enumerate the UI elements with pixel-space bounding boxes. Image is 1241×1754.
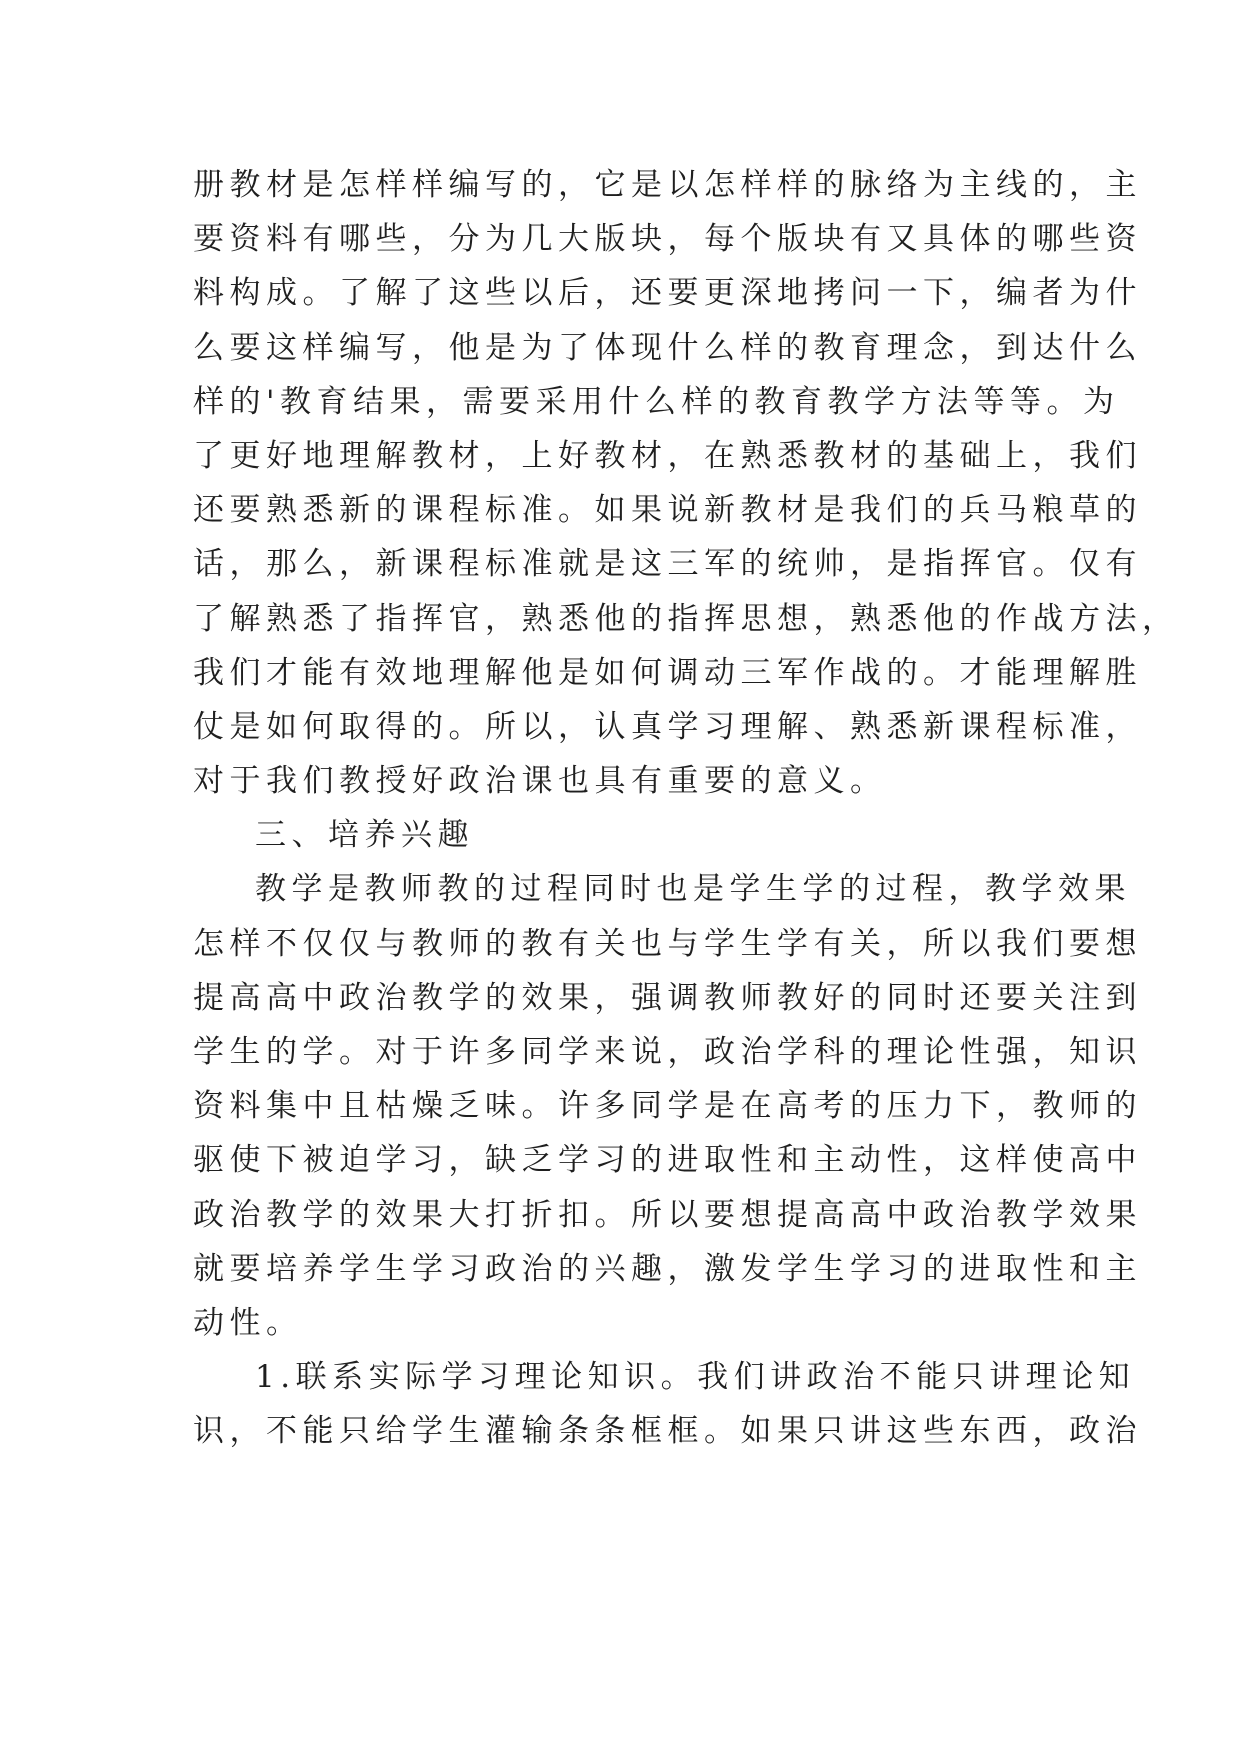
- text-line: 样的'教育结果，需要采用什么样的教育教学方法等等。为: [193, 383, 1120, 420]
- text-line: 提高高中政治教学的效果，强调教师教好的同时还要关注到: [193, 979, 1142, 1016]
- text-line: 了解熟悉了指挥官，熟悉他的指挥思想，熟悉他的作战方法，: [193, 600, 1179, 637]
- text-line: 还要熟悉新的课程标准。如果说新教材是我们的兵马粮草的: [193, 492, 1142, 529]
- text-line: 要资料有哪些，分为几大版块，每个版块有又具体的哪些资: [193, 221, 1142, 258]
- text-line: 我们才能有效地理解他是如何调动三军作战的。才能理解胜: [193, 654, 1142, 691]
- text-line: 识，不能只给学生灌输条条框框。如果只讲这些东西，政治: [193, 1413, 1142, 1450]
- text-line: 对于我们教授好政治课也具有重要的意义。: [193, 763, 887, 800]
- body-text: [193, 158, 1179, 1459]
- text-line: 驱使下被迫学习，缺乏学习的进取性和主动性，这样使高中: [193, 1142, 1142, 1179]
- text-line: 教学是教师教的过程同时也是学生学的过程，教学效果: [255, 871, 1131, 908]
- text-line: 就要培养学生学习政治的兴趣，激发学生学习的进取性和主: [193, 1250, 1142, 1287]
- text-line: 么要这样编写，他是为了体现什么样的教育理念，到达什么: [193, 329, 1142, 366]
- text-line: 资料集中且枯燥乏味。许多同学是在高考的压力下，教师的: [193, 1088, 1142, 1125]
- text-line: 话，那么，新课程标准就是这三军的统帅，是指挥官。仅有: [193, 546, 1142, 583]
- text-line: 学生的学。对于许多同学来说，政治学科的理论性强，知识: [193, 1034, 1142, 1070]
- text-line: 动性。: [193, 1304, 303, 1341]
- text-line: 仗是如何取得的。所以，认真学习理解、熟悉新课程标准，: [193, 708, 1142, 745]
- text-line: 三、培养兴趣: [255, 817, 474, 854]
- text-line: 册教材是怎样样编写的，它是以怎样样的脉络为主线的，主: [193, 167, 1142, 203]
- text-line: 政治教学的效果大打折扣。所以要想提高高中政治教学效果: [193, 1196, 1142, 1233]
- text-line: 怎样不仅仅与教师的教有关也与学生学有关，所以我们要想: [193, 925, 1142, 962]
- text-line: 1.联系实际学习理论知识。我们讲政治不能只讲理论知: [255, 1359, 1136, 1396]
- text-line: 了更好地理解教材，上好教材，在熟悉教材的基础上，我们: [193, 437, 1142, 474]
- text-line: 料构成。了解了这些以后，还要更深地拷问一下，编者为什: [193, 275, 1142, 312]
